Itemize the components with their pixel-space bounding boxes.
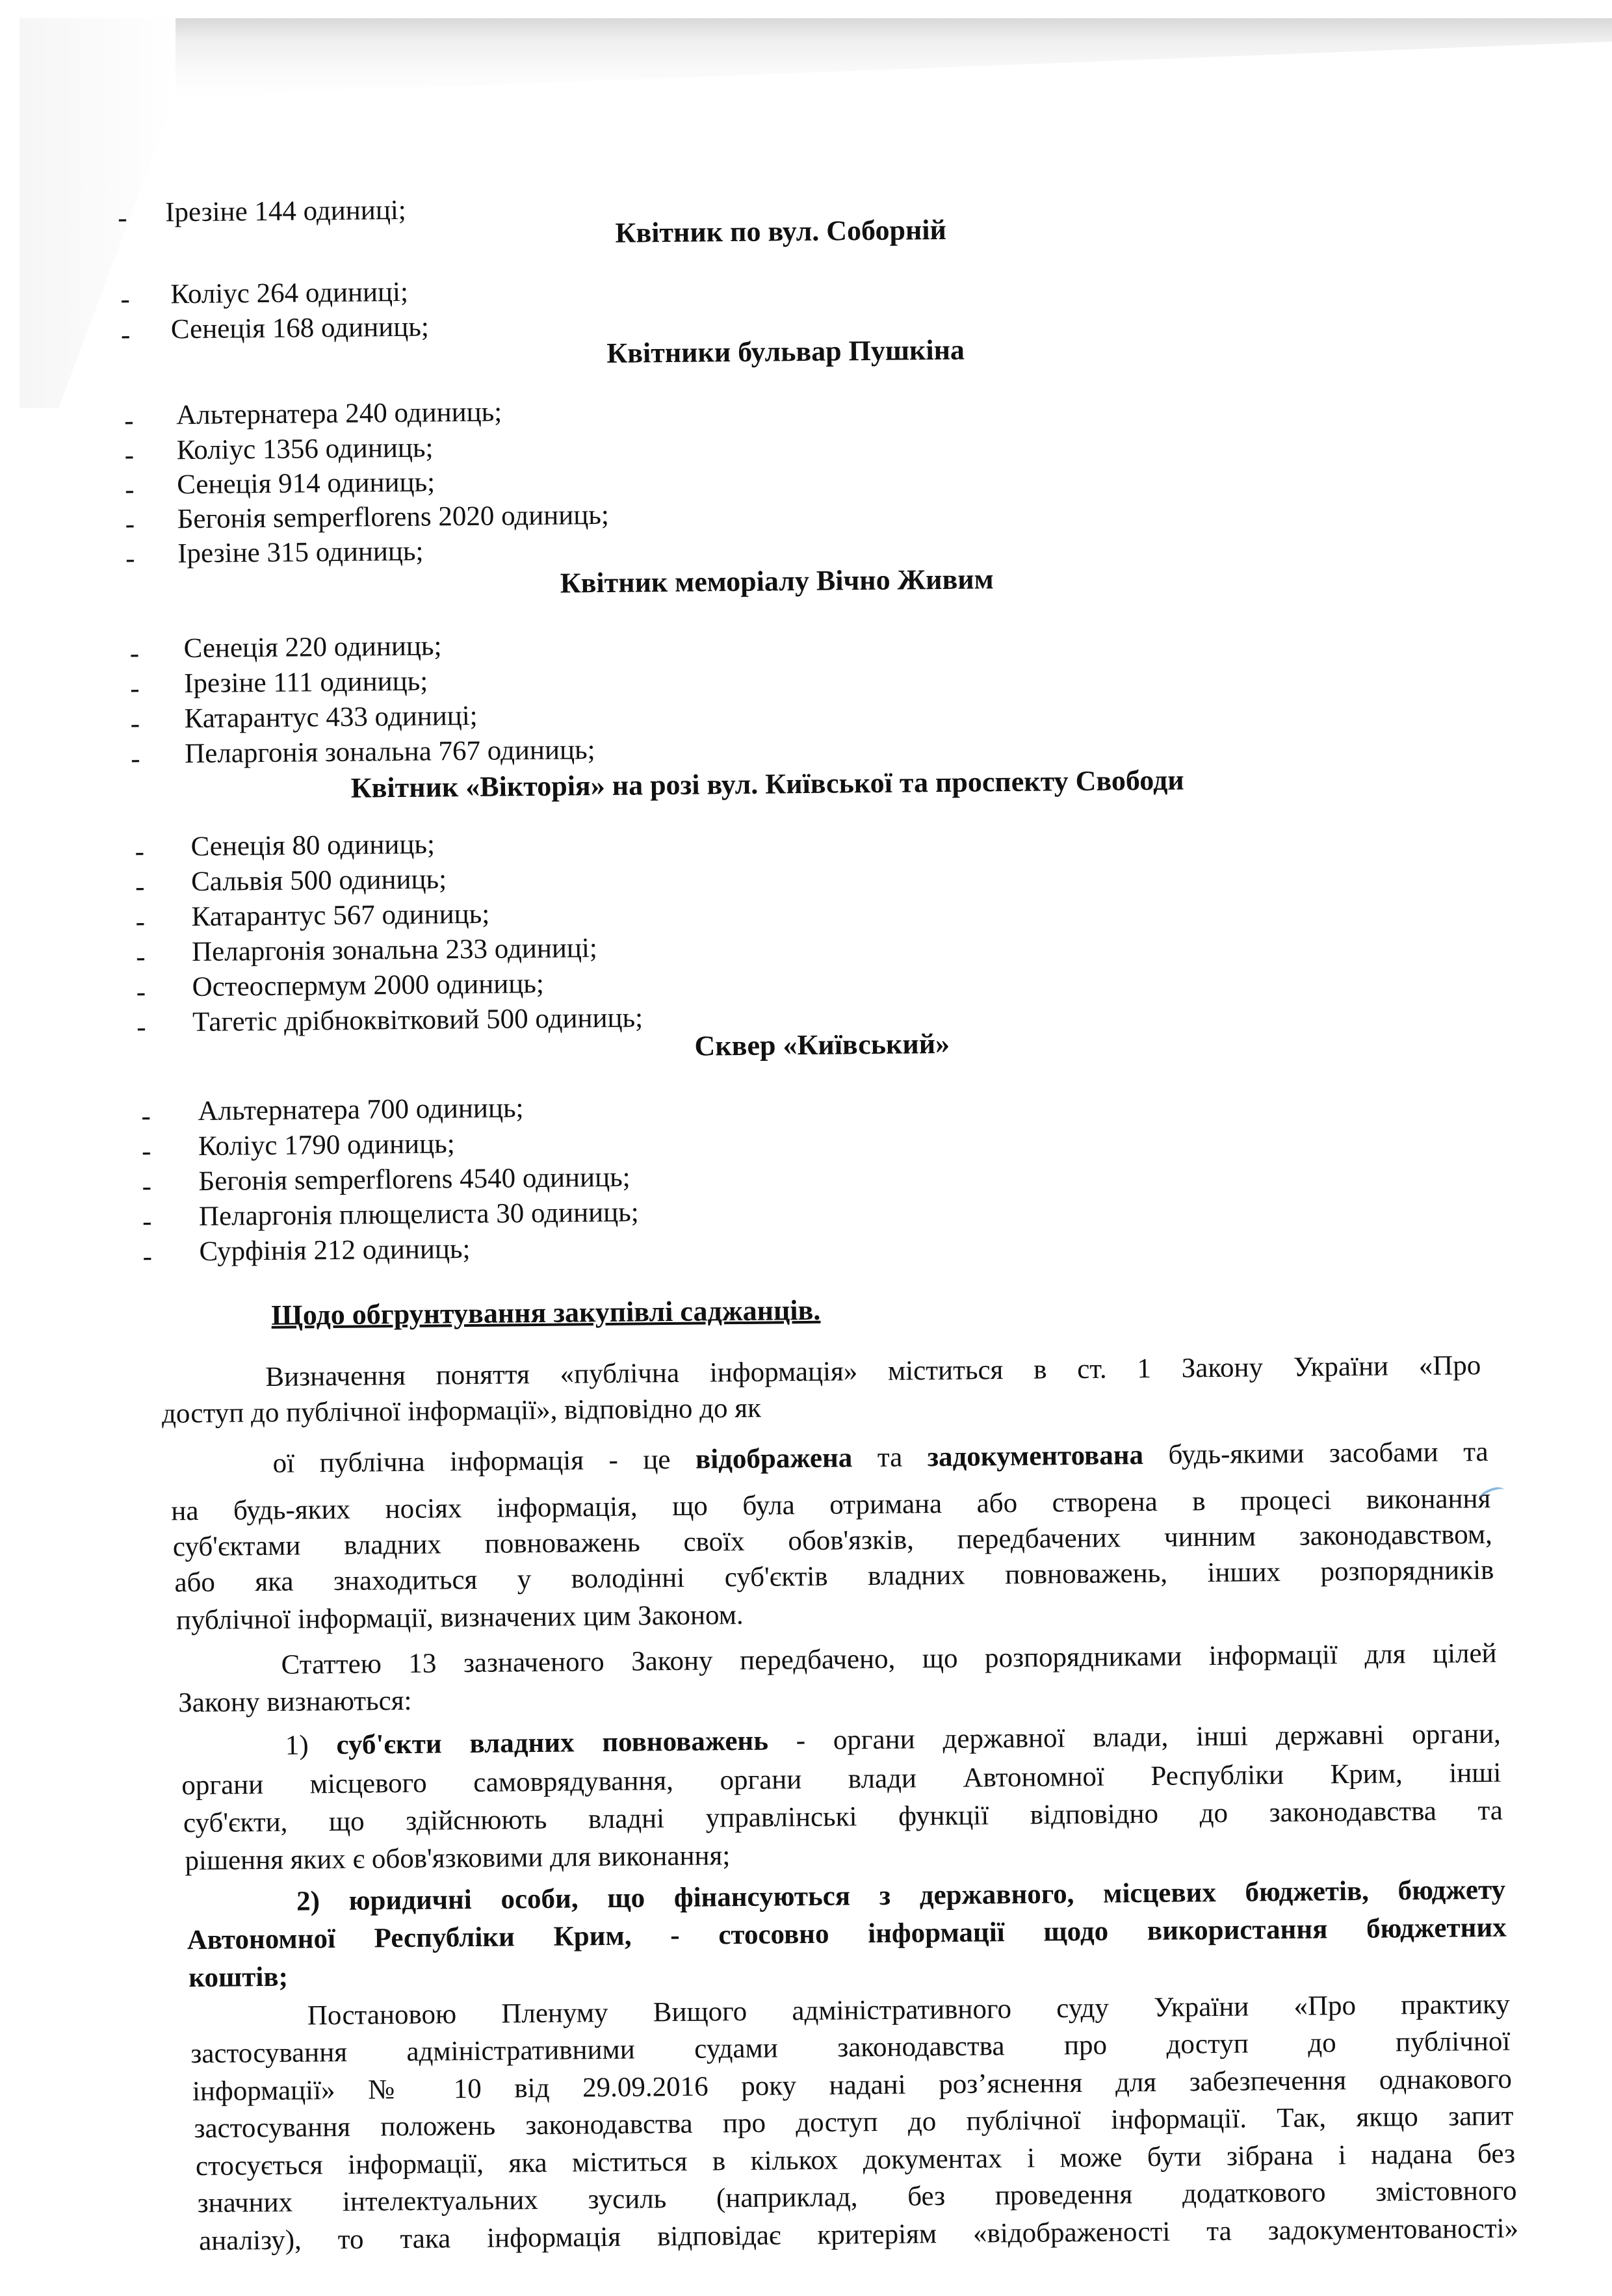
section-heading: Квітник меморіалу Вічно Живим: [560, 563, 994, 599]
list-item: Альтернатера 240 одиниць;: [176, 397, 502, 431]
paragraph-line: суб'єкти, що здійснюють владні управлінські функції відповідно до законодавства та: [183, 1795, 1503, 1839]
list-bullet: -: [135, 871, 145, 902]
paragraph-line: застосування адміністративними судами законодавства про доступ до публічної: [190, 2026, 1511, 2070]
list-bullet: -: [131, 743, 140, 774]
list-item: Сенеція 914 одиниць;: [176, 467, 436, 501]
paragraph-line-rich: [272, 1435, 1488, 1481]
list-bullet: -: [136, 976, 146, 1008]
list-item: Пеларгонія плющелиста 30 одиниць;: [198, 1197, 639, 1232]
list-bullet: -: [130, 708, 140, 739]
paragraph-line: стосується інформації, яка міститься в кількох документах і може бути зібрана і надана без: [195, 2138, 1516, 2182]
list-item: Остеоспермум 2000 одиниць;: [192, 968, 545, 1003]
list-item: Пеларгонія зональна 767 одиниць;: [184, 735, 595, 770]
list-bullet: -: [125, 543, 135, 575]
list-item-2: 2) юридичні особи, що фінансуються з державного, місцевих бюджетів, бюджету: [296, 1874, 1506, 1917]
paragraph-line: Постановою Пленуму Вищого адміністративного суду України «Про практику: [307, 1989, 1510, 2031]
list-bullet: -: [142, 1241, 153, 1272]
list-item: Катарантус 433 одиниці;: [184, 700, 478, 735]
paragraph-line: або яка знаходиться у володінні суб'єктів владних повноважень, інших розпорядників: [174, 1554, 1494, 1598]
list-item: Сенеція 80 одиниць;: [190, 829, 436, 863]
paragraph-line: на будь-яких носіях інформація, що була отримана або створена в процесі виконання: [171, 1483, 1491, 1527]
paragraph-line: інформації» № 10 від 29.09.2016 року надані роз’яснення для забезпечення однакового: [192, 2063, 1513, 2107]
bold-text: задокументована: [927, 1440, 1144, 1473]
section-heading: Квітник по вул. Соборній: [615, 213, 947, 249]
paragraph-line: органи місцевого самоврядування, органи влади Автономної Республіки Крим, інші: [181, 1757, 1502, 1801]
list-item: Катарантус 567 одиниць;: [191, 898, 490, 933]
list-bullet: -: [135, 941, 146, 972]
list-bullet: -: [135, 836, 145, 867]
paragraph-line: коштів;: [188, 1961, 289, 1994]
list-bullet: -: [124, 439, 135, 471]
paragraph-line: значних інтелектуальних зусиль (наприклад, без проведення додаткового змістовного: [197, 2175, 1517, 2219]
list-item: Альтернатера 700 одиниць;: [198, 1093, 524, 1127]
list-bullet: -: [125, 508, 135, 540]
justification-title: Щодо обгрунтування закупівлі саджанців.: [271, 1294, 821, 1331]
list-item: Коліус 264 одиниці;: [170, 276, 409, 310]
paragraph-line: доступ до публічної інформації», відповідно до як: [161, 1392, 762, 1429]
list-bullet: -: [141, 1101, 151, 1132]
list-item: Пеларгонія зональна 233 одиниці;: [191, 933, 598, 968]
text: ої публічна інформація - це: [272, 1444, 696, 1479]
list-item: Сенеція 220 одиниць;: [183, 631, 442, 664]
list-bullet: -: [120, 283, 131, 315]
list-bullet: -: [136, 1011, 146, 1043]
list-item: Тагетіс дрібноквітковий 500 одиниць;: [192, 1002, 644, 1038]
paragraph-line: публічної інформації, визначених цим Законом.: [176, 1599, 744, 1636]
paragraph-line: суб'єктами владних повноважень своїх обов'язків, передбачених чинним законодавством,: [172, 1519, 1493, 1563]
list-bullet: -: [130, 673, 140, 704]
list-item: Ірезіне 315 одиниць;: [177, 536, 424, 569]
list-item: Ірезіне 144 одиниці;: [164, 194, 406, 228]
list-item: Ірезіне 111 одиниць;: [183, 666, 428, 699]
list-item: Коліус 1790 одиниць;: [198, 1128, 455, 1162]
paragraph-line: Визначення поняття «публічна інформація» міститься в ст. 1 Закону України «Про: [265, 1350, 1481, 1392]
list-bullet: -: [135, 906, 146, 937]
list-item-1: [285, 1717, 1501, 1763]
list-bullet: -: [142, 1171, 152, 1202]
paragraph-line: аналізу), то така інформація відповідає критеріям «відображеності та задокументованості»: [198, 2213, 1519, 2257]
list-item: Сальвія 500 одиниць;: [190, 864, 447, 898]
list-item: Сенеція 168 одиниць;: [170, 311, 430, 345]
text: будь-якими засобами та: [1143, 1436, 1488, 1471]
text: та: [852, 1442, 928, 1474]
paragraph-line: рішення яких є обов'язковими для виконання;: [185, 1840, 731, 1877]
list-bullet: -: [141, 1136, 151, 1167]
bold-text: відображена: [695, 1442, 853, 1475]
text: - органи державної влади, інші державні органи,: [768, 1718, 1501, 1756]
list-bullet: -: [129, 638, 140, 669]
bold-text: суб'єкти владних повноважень: [336, 1725, 769, 1760]
paragraph-line: Закону визнаються:: [177, 1685, 412, 1719]
paragraph-line: застосування положень законодавства про доступ до публічної інформації. Так, якщо запит: [194, 2100, 1514, 2145]
list-item: Бегонія semperflorens 4540 одиниць;: [198, 1162, 630, 1197]
list-bullet: -: [142, 1206, 152, 1237]
list-bullet: -: [118, 202, 127, 234]
paragraph-line: Автономної Республіки Крим, - стосовно інформації щодо використання бюджетних: [187, 1912, 1507, 1956]
paragraph-line: Статтею 13 зазначеного Закону передбачено, що розпорядниками інформації для цілей: [281, 1637, 1497, 1680]
list-item: Бегонія semperflorens 2020 одиниць;: [177, 499, 610, 535]
text: 1): [285, 1729, 337, 1761]
list-bullet: -: [125, 474, 135, 506]
list-item: Сурфінія 212 одиниць;: [199, 1233, 471, 1267]
section-heading: Квітник «Вікторія» на розі вул. Київської та проспекту Свободи: [350, 764, 1184, 804]
list-bullet: -: [124, 405, 134, 437]
section-heading: Квітники бульвар Пушкіна: [606, 333, 965, 369]
list-bullet: -: [120, 319, 131, 351]
list-item: Коліус 1356 одиниць;: [176, 432, 434, 466]
section-heading: Сквер «Київський»: [694, 1027, 950, 1062]
